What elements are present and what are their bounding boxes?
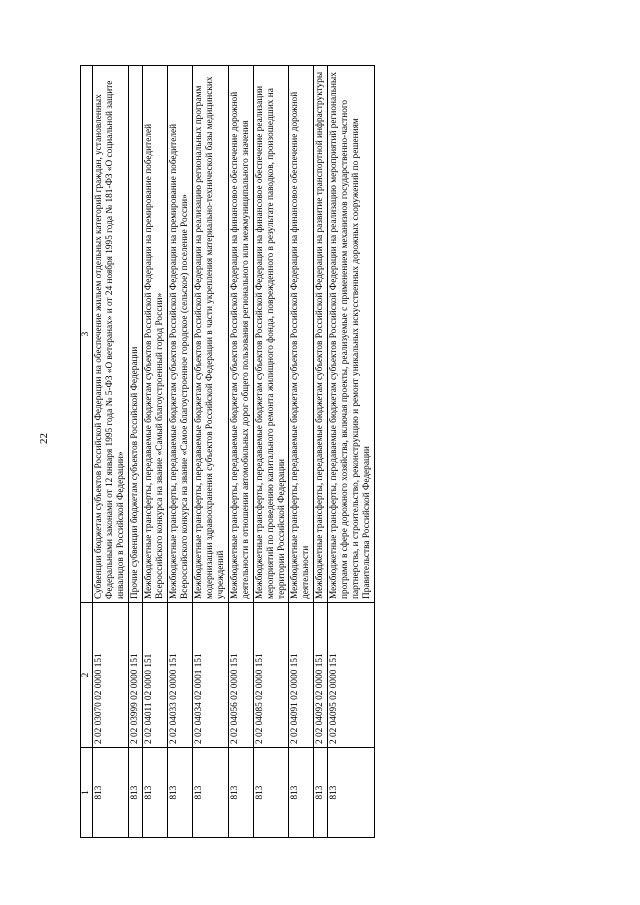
budget-code-cell: 2 02 03070 02 0000 151	[92, 603, 128, 748]
admin-code-cell: 813	[167, 748, 192, 838]
table-header-row	[81, 66, 93, 838]
budget-code-cell: 2 02 04095 02 0000 151	[328, 603, 375, 748]
table-row	[253, 66, 289, 838]
income-name-cell: Прочие субвенции бюджетам субъектов Российской Федерации	[128, 66, 142, 603]
column-header-3: 3	[81, 66, 93, 603]
column-header-2: 2	[81, 603, 93, 748]
table-row	[142, 66, 167, 838]
admin-code-cell: 813	[314, 748, 328, 838]
budget-code-cell: 2 02 04092 02 0000 151	[314, 603, 328, 748]
admin-code-cell: 813	[142, 748, 167, 838]
budget-code-cell: 2 02 04085 02 0000 151	[253, 603, 289, 748]
income-name-cell: Межбюджетные трансферты, передаваемые бюджетам субъектов Российской Федерации на реализацию региональных программ модернизации здравоохранения субъектов Российской Федерации в части укрепления материально-технической базы медицинских учреждений	[192, 66, 228, 603]
income-name-cell: Межбюджетные трансферты, передаваемые бюджетам субъектов Российской Федерации на премирование победителей Всероссийского конкурса на звание «Самый благоустроенный город России»	[142, 66, 167, 603]
table-row	[328, 66, 375, 838]
admin-code-cell: 813	[253, 748, 289, 838]
budget-code-cell: 2 02 04033 02 0000 151	[167, 603, 192, 748]
income-name-cell: Межбюджетные трансферты, передаваемые бюджетам субъектов Российской Федерации на финансовое обеспечение дорожной деятельности	[289, 66, 314, 603]
table-row	[228, 66, 253, 838]
column-header-1: 1	[81, 748, 93, 838]
page-number: 22	[38, 433, 50, 444]
budget-code-cell: 2 02 03999 02 0000 151	[128, 603, 142, 748]
admin-code-cell: 813	[128, 748, 142, 838]
income-name-cell: Межбюджетные трансферты, передаваемые бюджетам субъектов Российской Федерации на премирование победителей Всероссийского конкурса на звание «Самое благоустроенное городское (сельское) поселение России»	[167, 66, 192, 603]
income-name-cell: Межбюджетные трансферты, передаваемые бюджетам субъектов Российской Федерации на реализацию мероприятий региональных программ в сфере дорожного хозяйства, включая проекты, реализуемые с применением механизмов государственно-частного партнерства, и строительство, реконструкцию и ремонт уникальных искусственных дорожных сооружений по решениям Правительства Российской Федерации	[328, 66, 375, 603]
budget-code-cell: 2 02 04091 02 0000 151	[289, 603, 314, 748]
budget-code-cell: 2 02 04056 02 0000 151	[228, 603, 253, 748]
rotated-table-container	[80, 66, 375, 838]
income-name-cell: Межбюджетные трансферты, передаваемые бюджетам субъектов Российской Федерации на финансовое обеспечение реализации мероприятий по проведению капитального ремонта жилищного фонда, поврежденного в результате паводков, произошедших на территории Российской Федерации	[253, 66, 289, 603]
admin-code-cell: 813	[289, 748, 314, 838]
admin-code-cell: 813	[92, 748, 128, 838]
admin-code-cell: 813	[228, 748, 253, 838]
income-name-cell: Межбюджетные трансферты, передаваемые бюджетам субъектов Российской Федерации на финансовое обеспечение дорожной деятельности в отношении автомобильных дорог общего пользования регионального или межмуниципального значения	[228, 66, 253, 603]
table-row	[92, 66, 128, 838]
table-row	[289, 66, 314, 838]
income-name-cell: Межбюджетные трансферты, передаваемые бюджетам субъектов Российской Федерации на развитие транспортной инфраструктуры	[314, 66, 328, 603]
table-row	[314, 66, 328, 838]
admin-code-cell: 813	[328, 748, 375, 838]
table-row	[192, 66, 228, 838]
table-row	[128, 66, 142, 838]
budget-code-cell: 2 02 04011 02 0000 151	[142, 603, 167, 748]
admin-code-cell: 813	[192, 748, 228, 838]
table-row	[167, 66, 192, 838]
income-name-cell: Субвенции бюджетам субъектов Российской Федерации на обеспечение жильем отдельных категорий граждан, установленных Федеральными законами от 12 января 1995 года № 5-ФЗ «О ветеранах» и от 24 ноября 1995 года № 181-ФЗ «О социальной защите инвалидов в Российской Федерации»	[92, 66, 128, 603]
budget-code-cell: 2 02 04034 02 0001 151	[192, 603, 228, 748]
budget-codes-table	[80, 65, 375, 838]
